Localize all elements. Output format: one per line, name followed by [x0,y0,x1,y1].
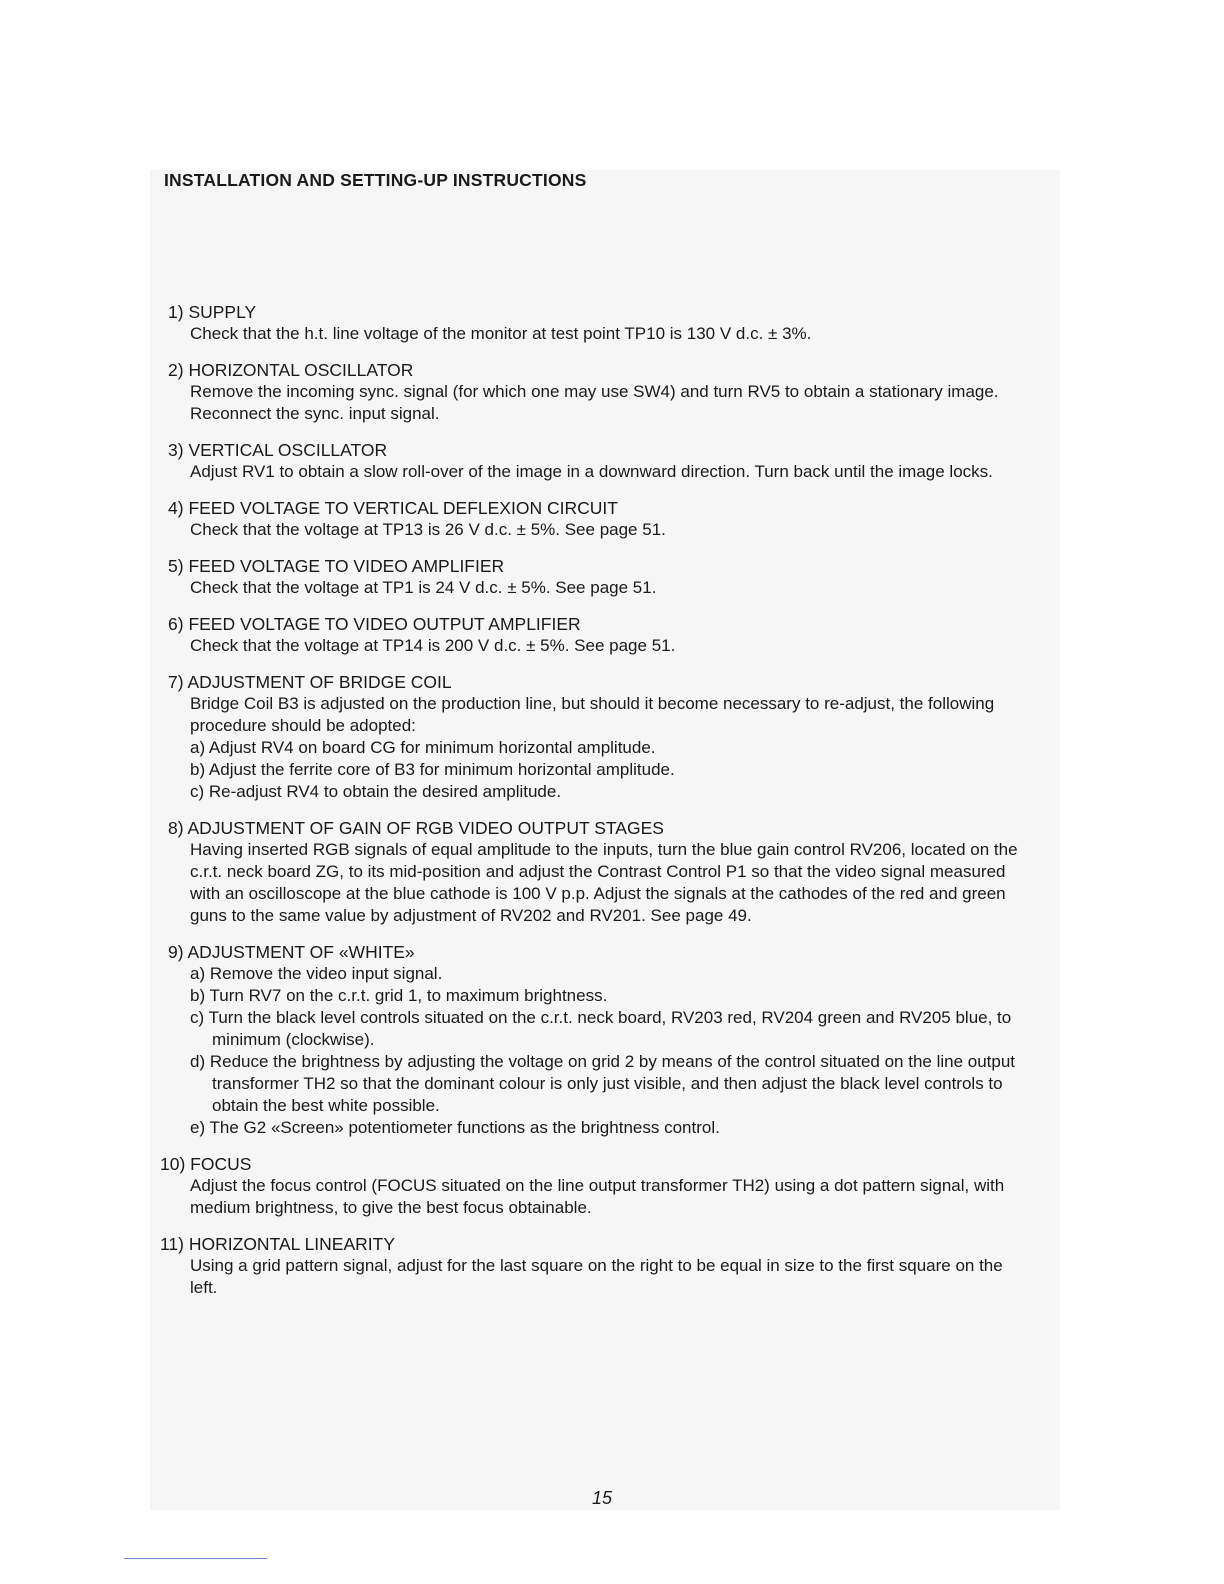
sub-step: d) Reduce the brightness by adjusting the voltage on grid 2 by means of the control situated on the line output transformer TH2 so that the dominant colour is only just visible, and then adjust the black level controls to obtain the best white possible. [190,1052,1016,1115]
sub-step: c) Re-adjust RV4 to obtain the desired amplitude. [190,782,562,801]
step-header [168,497,1028,519]
step-number: 5) [168,556,184,576]
step-heading: HORIZONTAL OSCILLATOR [188,360,414,380]
step-number: 6) [168,614,184,634]
step-heading: FEED VOLTAGE TO VIDEO OUTPUT AMPLIFIER [188,614,581,634]
instruction-step [168,941,1028,1139]
footer-rule [124,1558,267,1559]
instruction-step [168,439,1028,483]
step-heading: FEED VOLTAGE TO VIDEO AMPLIFIER [188,556,505,576]
step-number: 9) [168,942,184,962]
step-heading: HORIZONTAL LINEARITY [188,1234,396,1254]
step-number: 11) [160,1234,184,1254]
step-body: Check that the voltage at TP13 is 26 V d.c. ± 5%. See page 51. [190,520,666,539]
sub-step: b) Turn RV7 on the c.r.t. grid 1, to maximum brightness. [190,986,608,1005]
step-header [160,1233,1028,1255]
instruction-step [168,555,1028,599]
step-body: Check that the h.t. line voltage of the monitor at test point TP10 is 130 V d.c. ± 3%. [190,324,812,343]
step-number: 7) [168,672,184,692]
step-number: 4) [168,498,184,518]
sub-step-list [168,737,1028,803]
instruction-step [160,1153,1028,1219]
instruction-step [168,671,1028,803]
step-header [168,941,1028,963]
instruction-step [160,1233,1028,1299]
instruction-step [168,497,1028,541]
step-header [168,555,1028,577]
step-heading: SUPPLY [188,302,257,322]
instruction-step [168,613,1028,657]
step-heading: FOCUS [190,1154,252,1174]
step-number: 2) [168,360,184,380]
sub-step: b) Adjust the ferrite core of B3 for minimum horizontal amplitude. [190,760,675,779]
instruction-step [168,301,1028,345]
step-header [168,817,1028,839]
step-heading: VERTICAL OSCILLATOR [188,440,388,460]
step-header [168,671,1028,693]
step-body: Adjust RV1 to obtain a slow roll-over of the image in a downward direction. Turn back until the image locks. [190,462,993,481]
step-body: Having inserted RGB signals of equal amplitude to the inputs, turn the blue gain control RV206, located on the c.r.t. neck board ZG, to its mid-position and adjust the Contrast Control P1 so that the video signal measured with an oscilloscope at the blue cathode is 100 V p.p. Adjust the signals at the cathodes of the red and green guns to the same value by adjustment of RV202 and RV201. See page 49. [190,840,1018,925]
step-body: Adjust the focus control (FOCUS situated on the line output transformer TH2) using a dot pattern signal, with medium brightness, to give the best focus obtainable. [190,1176,1005,1217]
step-body: Bridge Coil B3 is adjusted on the production line, but should it become necessary to re-adjust, the following procedure should be adopted: [190,694,995,735]
step-number: 3) [168,440,184,460]
step-body: Check that the voltage at TP1 is 24 V d.c. ± 5%. See page 51. [190,578,657,597]
instruction-step [168,817,1028,927]
step-number: 10) [160,1154,186,1174]
sub-step: a) Remove the video input signal. [190,964,443,983]
page-title: INSTALLATION AND SETTING-UP INSTRUCTIONS [164,170,587,190]
step-heading: ADJUSTMENT OF «WHITE» [187,942,415,962]
step-header [168,613,1028,635]
step-body: Check that the voltage at TP14 is 200 V d.c. ± 5%. See page 51. [190,636,676,655]
step-header [168,439,1028,461]
sub-step-list [168,963,1028,1139]
step-heading: ADJUSTMENT OF GAIN OF RGB VIDEO OUTPUT STAGES [187,818,664,838]
step-header [160,1153,1028,1175]
step-number: 8) [168,818,184,838]
step-header [168,359,1028,381]
step-heading: FEED VOLTAGE TO VERTICAL DEFLEXION CIRCUIT [188,498,618,518]
step-body: Remove the incoming sync. signal (for which one may use SW4) and turn RV5 to obtain a stationary image. Reconnect the sync. input signal. [190,382,999,423]
step-number: 1) [168,302,184,322]
page-number: 15 [591,1488,613,1508]
step-header [168,301,1028,323]
step-heading: ADJUSTMENT OF BRIDGE COIL [187,672,452,692]
sub-step: c) Turn the black level controls situated on the c.r.t. neck board, RV203 red, RV204 green and RV205 blue, to minimum (clockwise). [190,1008,1012,1049]
sub-step: a) Adjust RV4 on board CG for minimum horizontal amplitude. [190,738,656,757]
instruction-list [160,301,1028,1313]
step-body: Using a grid pattern signal, adjust for the last square on the right to be equal in size to the first square on the left. [190,1256,1003,1297]
instruction-step [168,359,1028,425]
sub-step: e) The G2 «Screen» potentiometer functions as the brightness control. [190,1118,720,1137]
